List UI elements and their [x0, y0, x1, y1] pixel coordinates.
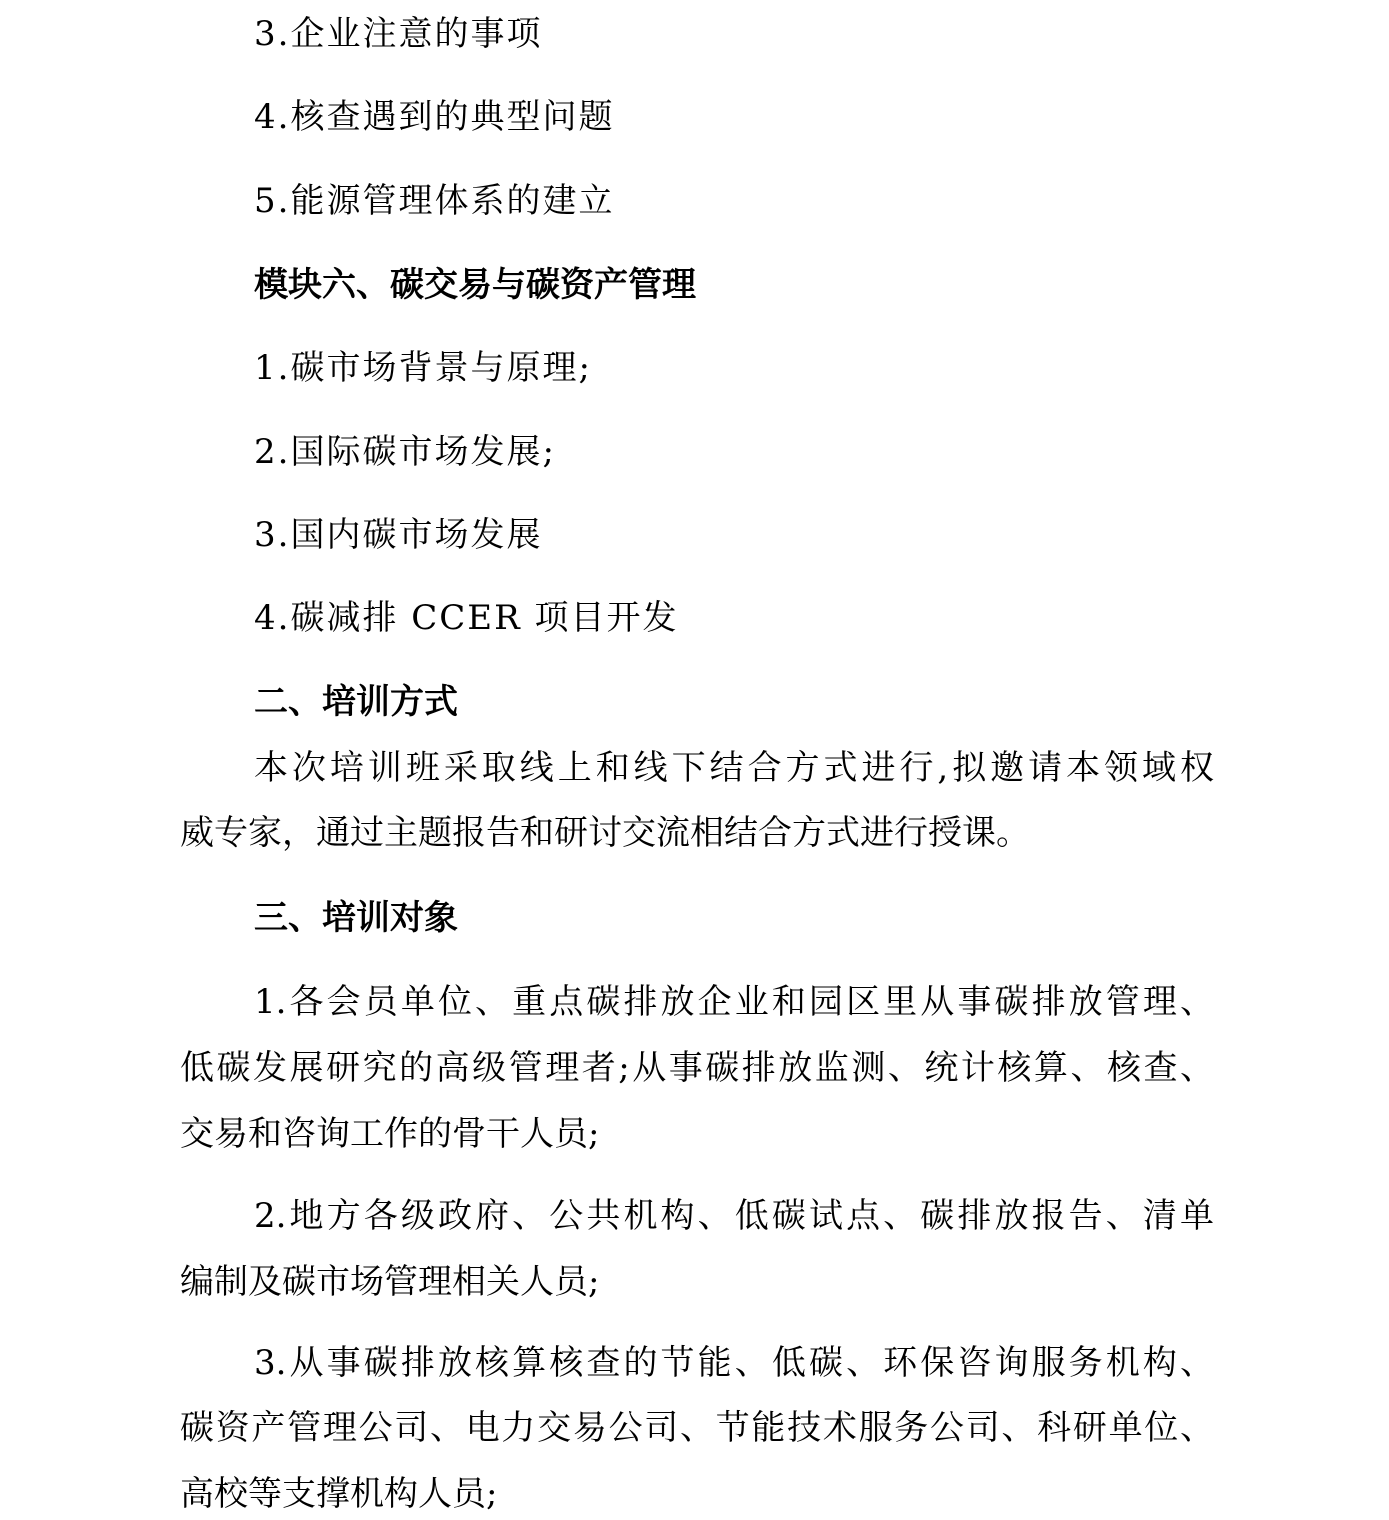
- section2-paragraph-line-1: 本次培训班采取线上和线下结合方式进行,拟邀请本领域权: [254, 748, 1214, 788]
- section2-paragraph-line-2: 威专家，通过主题报告和研讨交流相结合方式进行授课。: [180, 813, 1030, 853]
- section2-heading: 二、培训方式: [254, 682, 458, 722]
- module5-item-3: 3.企业注意的事项: [254, 14, 543, 54]
- module5-item-4: 4.核查遇到的典型问题: [254, 97, 615, 137]
- section3-item3-line-2: 碳资产管理公司、电力交易公司、节能技术服务公司、科研单位、: [180, 1408, 1214, 1448]
- section3-item2-line-2: 编制及碳市场管理相关人员;: [180, 1262, 600, 1302]
- module5-item-5: 5.能源管理体系的建立: [254, 181, 615, 221]
- module6-item-1: 1.碳市场背景与原理;: [254, 348, 592, 388]
- section3-item3-line-3: 高校等支撑机构人员;: [180, 1474, 498, 1514]
- section3-item3-line-1: 3.从事碳排放核算核查的节能、低碳、环保咨询服务机构、: [254, 1343, 1214, 1383]
- module6-item-3: 3.国内碳市场发展: [254, 515, 543, 555]
- section3-heading: 三、培训对象: [254, 898, 458, 938]
- module6-heading: 模块六、碳交易与碳资产管理: [254, 265, 696, 305]
- section3-item1-line-1: 1.各会员单位、重点碳排放企业和园区里从事碳排放管理、: [254, 982, 1214, 1022]
- section3-item2-line-1: 2.地方各级政府、公共机构、低碳试点、碳排放报告、清单: [254, 1196, 1214, 1236]
- section3-item1-line-3: 交易和咨询工作的骨干人员;: [180, 1114, 600, 1154]
- module6-item-4: 4.碳减排 CCER 项目开发: [254, 598, 679, 638]
- section3-item1-line-2: 低碳发展研究的高级管理者;从事碳排放监测、统计核算、核查、: [180, 1048, 1214, 1088]
- module6-item-2: 2.国际碳市场发展;: [254, 432, 556, 472]
